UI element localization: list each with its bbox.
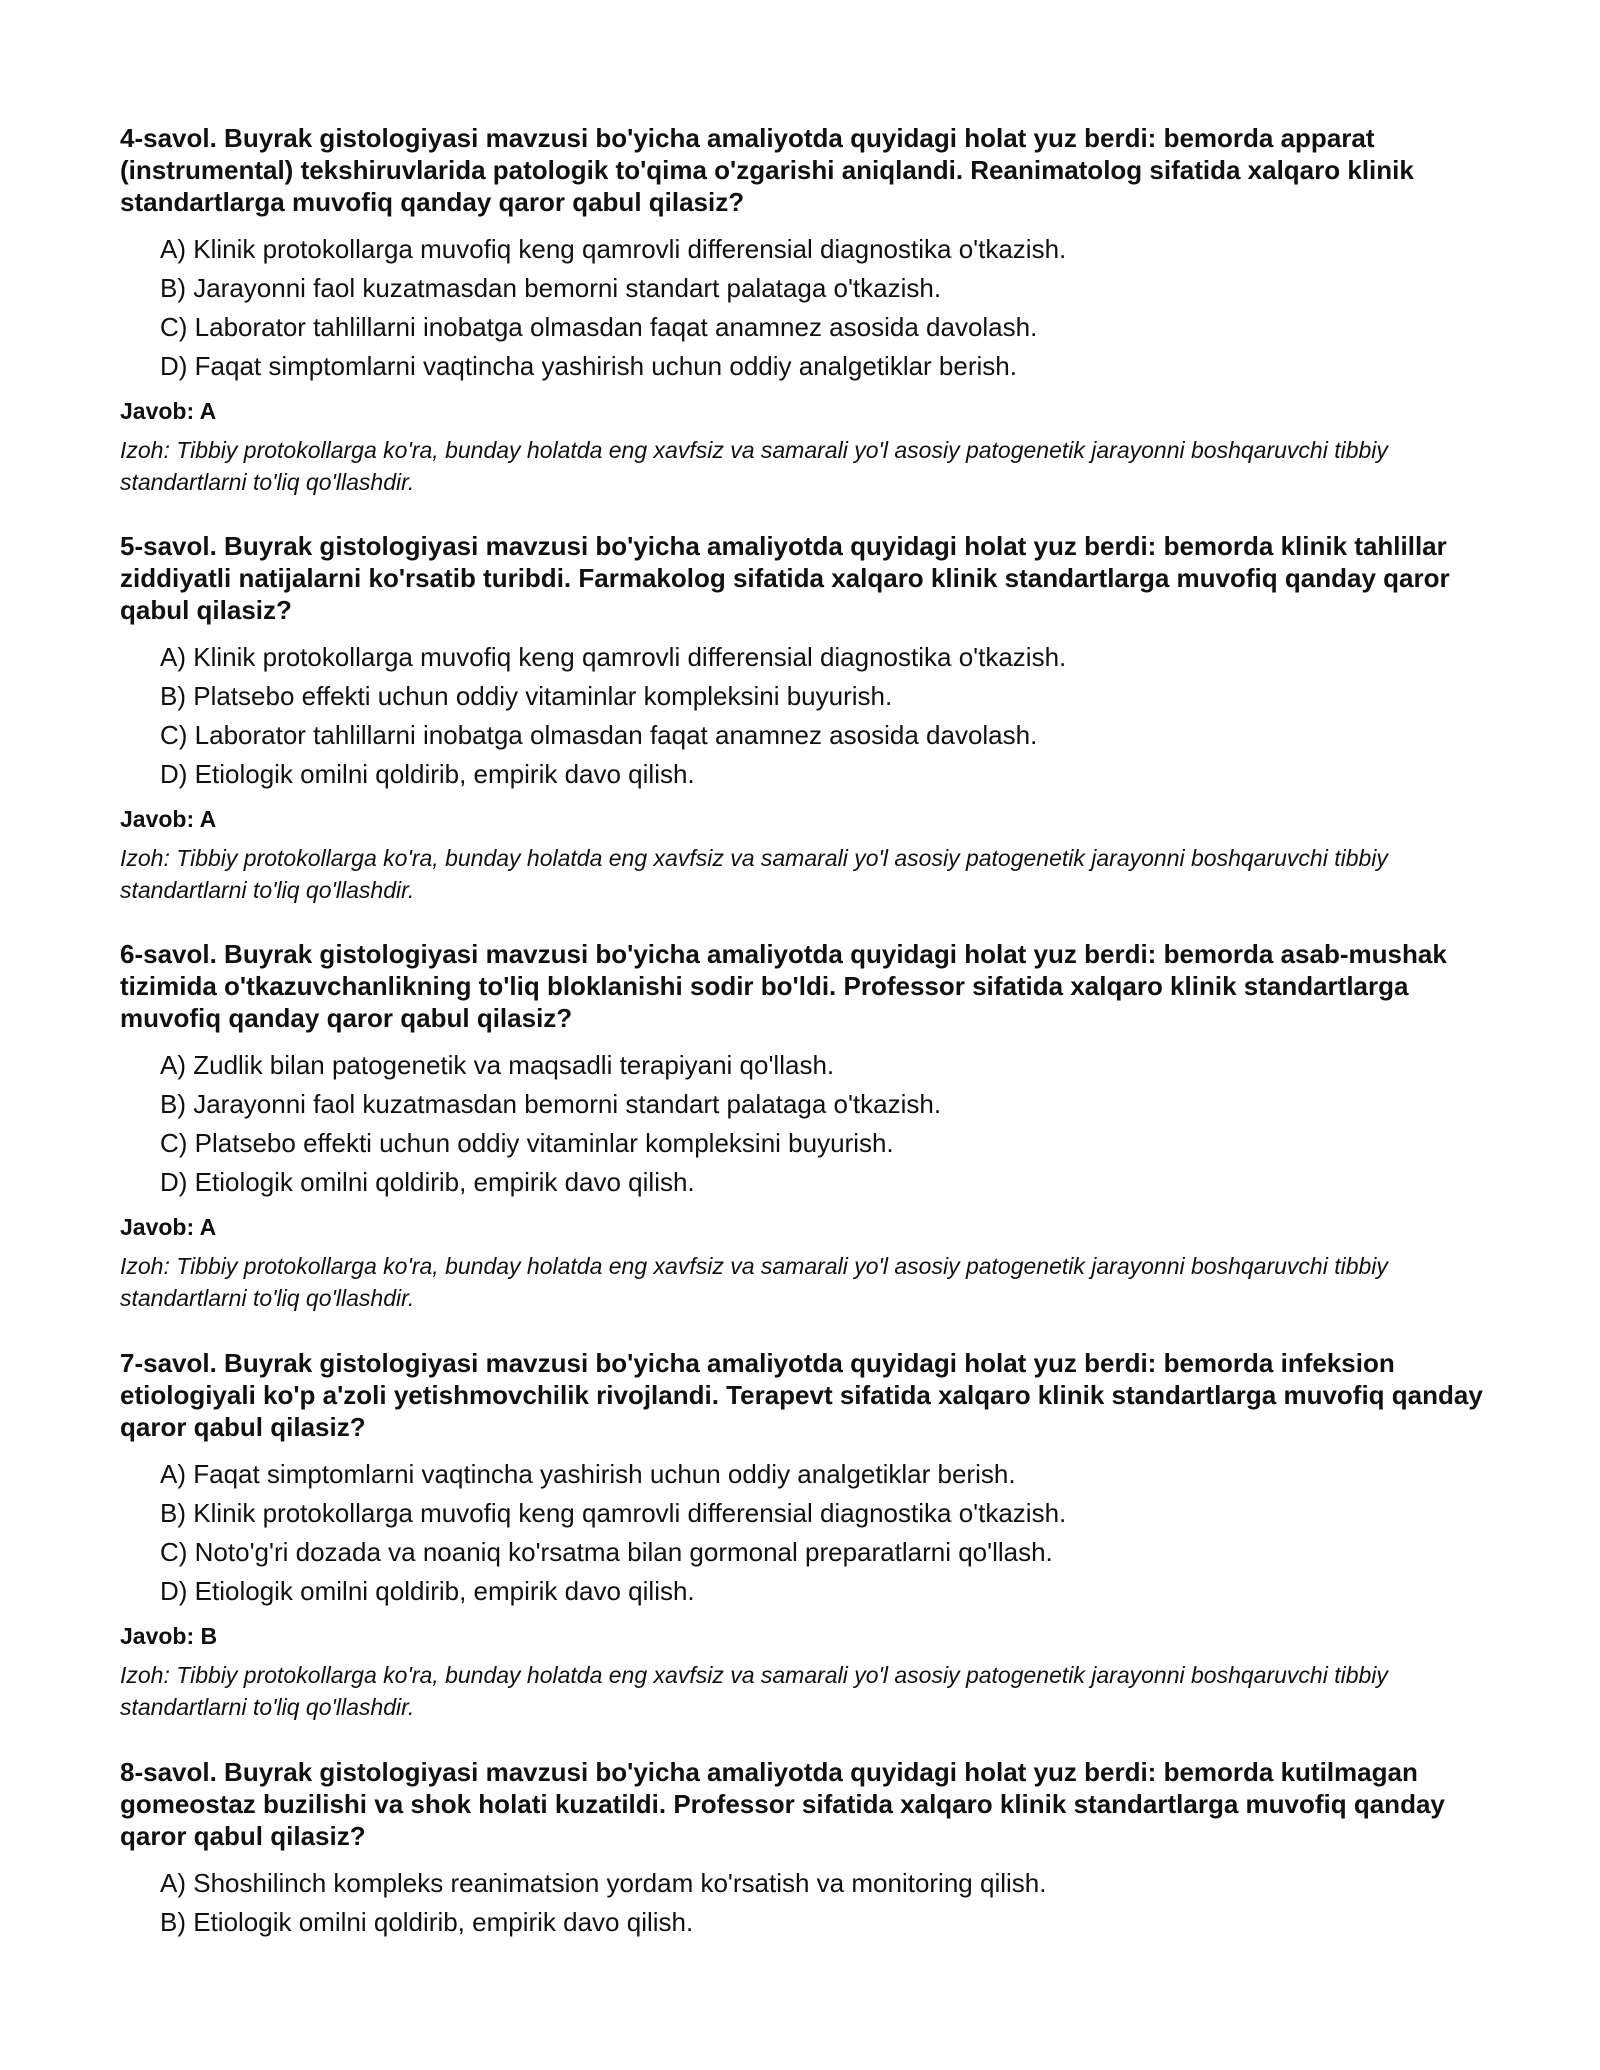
option-d: D) Etiologik omilni qoldirib, empirik davo qilish. — [160, 1576, 695, 1606]
question-stem: 8-savol. Buyrak gistologiyasi mavzusi bo'yicha amaliyotda quyidagi holat yuz berdi: bemorda kutilmagan gomeostaz buzilishi va shok holati kuzatildi. Professor sifatida xalqaro klinik standartlarga muvofiq qanday qaror qabul qilasiz? — [120, 1757, 1445, 1851]
explanation-note: Izoh: Tibbiy protokollarga ko'ra, bunday holatda eng xavfsiz va samarali yo'l asosiy patogenetik jarayonni boshqaruvchi tibbiy standartlarni to'liq qo'llashdir. — [120, 845, 1388, 903]
option-c: C) Laborator tahlillarni inobatga olmasdan faqat anamnez asosida davolash. — [160, 312, 1038, 342]
correct-answer: Javob: A — [120, 398, 217, 424]
question-7 — [120, 1347, 1510, 1723]
question-6 — [120, 938, 1510, 1314]
option-a: A) Shoshilinch kompleks reanimatsion yordam ko'rsatish va monitoring qilish. — [160, 1868, 1047, 1898]
correct-answer: Javob: A — [120, 1214, 217, 1240]
question-stem: 5-savol. Buyrak gistologiyasi mavzusi bo'yicha amaliyotda quyidagi holat yuz berdi: bemorda klinik tahlillar ziddiyatli natijalarni ko'rsatib turibdi. Farmakolog sifatida xalqaro klinik standartlarga muvofiq qanday qaror qabul qilasiz? — [120, 531, 1450, 625]
explanation-note: Izoh: Tibbiy protokollarga ko'ra, bunday holatda eng xavfsiz va samarali yo'l asosiy patogenetik jarayonni boshqaruvchi tibbiy standartlarni to'liq qo'llashdir. — [120, 437, 1388, 495]
answer-options — [120, 1046, 1510, 1202]
answer-options — [120, 638, 1510, 794]
option-c: C) Noto'g'ri dozada va noaniq ko'rsatma bilan gormonal preparatlarni qo'llash. — [160, 1537, 1053, 1567]
option-c: C) Laborator tahlillarni inobatga olmasdan faqat anamnez asosida davolash. — [160, 720, 1038, 750]
option-b: B) Platsebo effekti uchun oddiy vitaminlar kompleksini buyurish. — [160, 681, 893, 711]
option-c: C) Platsebo effekti uchun oddiy vitaminlar kompleksini buyurish. — [160, 1128, 894, 1158]
option-d: D) Etiologik omilni qoldirib, empirik davo qilish. — [160, 1167, 695, 1197]
option-b: B) Klinik protokollarga muvofiq keng qamrovli differensial diagnostika o'tkazish. — [160, 1498, 1067, 1528]
option-a: A) Klinik protokollarga muvofiq keng qamrovli differensial diagnostika o'tkazish. — [160, 234, 1067, 264]
answer-options — [120, 1455, 1510, 1611]
option-b: B) Jarayonni faol kuzatmasdan bemorni standart palataga o'tkazish. — [160, 1089, 942, 1119]
question-stem: 4-savol. Buyrak gistologiyasi mavzusi bo'yicha amaliyotda quyidagi holat yuz berdi: bemorda apparat (instrumental) tekshiruvlarida patologik to'qima o'zgarishi aniqlandi. Reanimatolog sifatida xalqaro klinik standartlarga muvofiq qanday qaror qabul qilasiz? — [120, 123, 1414, 217]
answer-options — [120, 230, 1510, 386]
option-a: A) Faqat simptomlarni vaqtincha yashirish uchun oddiy analgetiklar berish. — [160, 1459, 1016, 1489]
option-b: B) Jarayonni faol kuzatmasdan bemorni standart palataga o'tkazish. — [160, 273, 942, 303]
option-a: A) Zudlik bilan patogenetik va maqsadli terapiyani qo'llash. — [160, 1050, 835, 1080]
question-4 — [120, 122, 1510, 498]
explanation-note: Izoh: Tibbiy protokollarga ko'ra, bunday holatda eng xavfsiz va samarali yo'l asosiy patogenetik jarayonni boshqaruvchi tibbiy standartlarni to'liq qo'llashdir. — [120, 1253, 1388, 1311]
question-stem: 7-savol. Buyrak gistologiyasi mavzusi bo'yicha amaliyotda quyidagi holat yuz berdi: bemorda infeksion etiologiyali ko'p a'zoli yetishmovchilik rivojlandi. Terapevt sifatida xalqaro klinik standartlarga muvofiq qanday qaror qabul qilasiz? — [120, 1348, 1483, 1442]
answer-options — [120, 1864, 1510, 1942]
question-5 — [120, 530, 1510, 906]
option-b: B) Etiologik omilni qoldirib, empirik davo qilish. — [160, 1907, 694, 1937]
option-d: D) Faqat simptomlarni vaqtincha yashirish uchun oddiy analgetiklar berish. — [160, 351, 1017, 381]
option-a: A) Klinik protokollarga muvofiq keng qamrovli differensial diagnostika o'tkazish. — [160, 642, 1067, 672]
option-d: D) Etiologik omilni qoldirib, empirik davo qilish. — [160, 759, 695, 789]
correct-answer: Javob: B — [120, 1623, 218, 1649]
question-stem: 6-savol. Buyrak gistologiyasi mavzusi bo'yicha amaliyotda quyidagi holat yuz berdi: bemorda asab-mushak tizimida o'tkazuvchanlikning to'liq bloklanishi sodir bo'ldi. Professor sifatida xalqaro klinik standartlarga muvofiq qanday qaror qabul qilasiz? — [120, 939, 1447, 1033]
question-8 — [120, 1756, 1510, 1942]
explanation-note: Izoh: Tibbiy protokollarga ko'ra, bunday holatda eng xavfsiz va samarali yo'l asosiy patogenetik jarayonni boshqaruvchi tibbiy standartlarni to'liq qo'llashdir. — [120, 1662, 1388, 1720]
correct-answer: Javob: A — [120, 806, 217, 832]
